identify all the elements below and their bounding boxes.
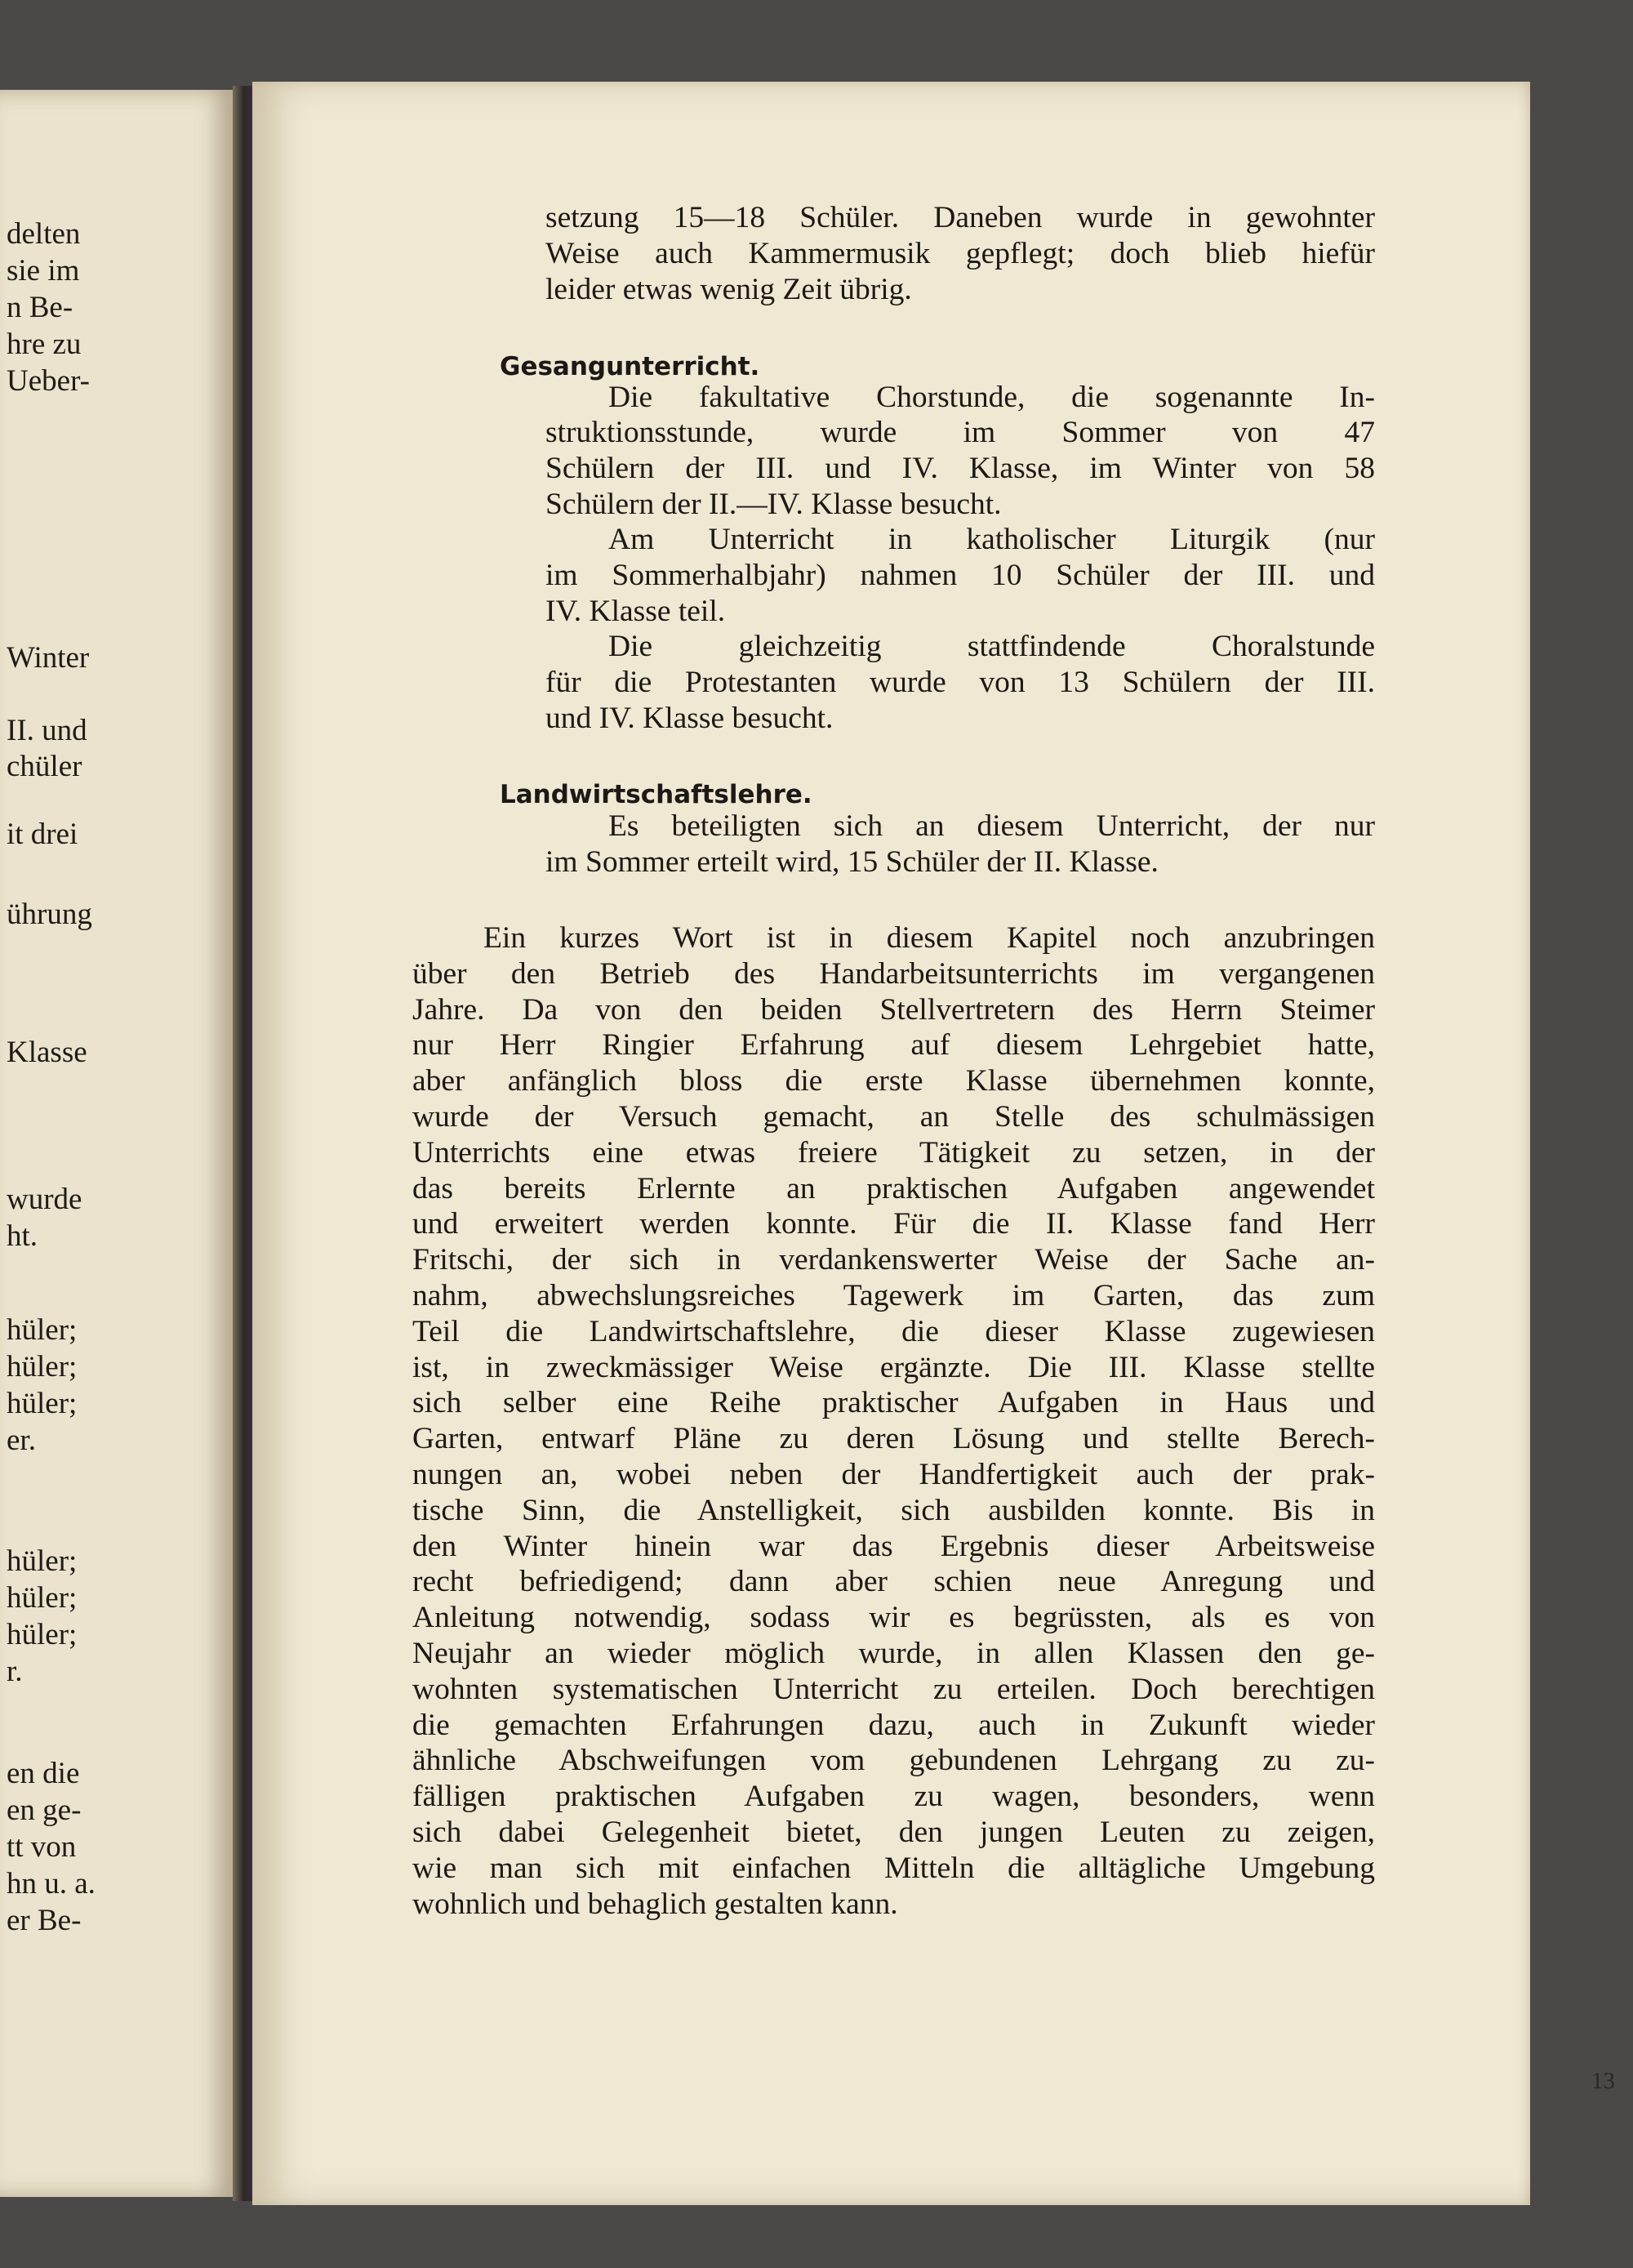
text-line: fälligen praktischen Aufgaben zu wagen, besonders, wenn xyxy=(412,1780,1375,1814)
left-page-line: ührung xyxy=(7,898,92,931)
text-line: Ein kurzes Wort ist in diesem Kapitel noch anzubringen xyxy=(483,921,1375,955)
left-page-line: hüler; xyxy=(7,1544,78,1578)
left-page-line: hüler; xyxy=(7,1350,78,1384)
text-line: Neujahr an wieder möglich wurde, in allen Klassen den ge- xyxy=(412,1637,1375,1670)
left-page-line: Klasse xyxy=(7,1036,87,1069)
text-line: Anleitung notwendig, sodass wir es begrüssten, als es von xyxy=(412,1601,1375,1635)
left-page-line: Ueber- xyxy=(7,364,90,398)
left-page-line: er. xyxy=(7,1424,36,1457)
text-line: aber anfänglich bloss die erste Klasse übernehmen konnte, xyxy=(412,1064,1375,1098)
left-page-line: hüler; xyxy=(7,1581,78,1615)
left-page-line: II. und xyxy=(7,714,87,747)
text-line: Schülern der II.—IV. Klasse besucht. xyxy=(545,488,1002,521)
text-line: struktionsstunde, wurde im Sommer von 47 xyxy=(545,416,1375,449)
text-line: wurde der Versuch gemacht, an Stelle des schulmässigen xyxy=(412,1100,1375,1134)
left-page-line: r. xyxy=(7,1655,23,1688)
text-line: sich dabei Gelegenheit bietet, den jungen Leuten zu zeigen, xyxy=(412,1816,1375,1849)
text-line: setzung 15—18 Schüler. Daneben wurde in gewohnter xyxy=(545,201,1375,234)
text-line: und erweitert werden konnte. Für die II. Klasse fand Herr xyxy=(412,1207,1375,1241)
left-page-line: hüler; xyxy=(7,1387,78,1420)
text-line: das bereits Erlernte an praktischen Aufgaben angewendet xyxy=(412,1171,1375,1205)
text-line: den Winter hinein war das Ergebnis dieser Arbeitsweise xyxy=(412,1529,1375,1563)
text-line: nungen an, wobei neben der Handfertigkeit auch der prak- xyxy=(412,1458,1375,1491)
left-page-line: sie im xyxy=(7,254,80,287)
text-line: sich selber eine Reihe praktischer Aufgaben in Haus und xyxy=(412,1386,1375,1420)
left-page xyxy=(0,90,233,2197)
left-page-line: chüler xyxy=(7,750,82,783)
left-page-line: n Be- xyxy=(7,291,73,324)
text-line: Jahre. Da von den beiden Stellvertretern des Herrn Steimer xyxy=(412,992,1375,1027)
text-line: nahm, abwechslungsreiches Tagewerk im Garten, das zum xyxy=(412,1279,1375,1312)
text-line: nur Herr Ringier Erfahrung auf diesem Lehrgebiet hatte, xyxy=(412,1028,1375,1063)
right-page xyxy=(252,82,1615,2205)
text-line: und IV. Klasse besucht. xyxy=(545,702,834,735)
text-line: wohnlich und behaglich gestalten kann. xyxy=(412,1887,898,1921)
text-line: Weise auch Kammermusik gepflegt; doch blieb hiefür xyxy=(545,237,1375,270)
text-line: ähnliche Abschweifungen vom gebundenen Lehrgang zu zu- xyxy=(412,1744,1375,1778)
text-line: Teil die Landwirtschaftslehre, die dieser Klasse zugewiesen xyxy=(412,1314,1375,1348)
text-line: Schülern der III. und IV. Klasse, im Winter von 58 xyxy=(545,452,1375,485)
text-line: im Sommerhalbjahr) nahmen 10 Schüler der III. und xyxy=(545,559,1375,592)
left-page-line: hre zu xyxy=(7,328,82,361)
left-page-line: hüler; xyxy=(7,1618,78,1651)
text-line: für die Protestanten wurde von 13 Schülern der III. xyxy=(545,666,1375,699)
book-spine xyxy=(233,86,252,2201)
text-line: im Sommer erteilt wird, 15 Schüler der II. Klasse. xyxy=(545,845,1159,879)
text-line: leider etwas wenig Zeit übrig. xyxy=(545,273,912,306)
text-line: wohnten systematischen Unterricht zu erteilen. Doch berechtigen xyxy=(412,1672,1375,1706)
text-line: IV. Klasse teil. xyxy=(545,595,726,628)
text-line: recht befriedigend; dann aber schien neue Anregung und xyxy=(412,1565,1375,1599)
text-line: wie man sich mit einfachen Mitteln die alltägliche Umgebung xyxy=(412,1851,1375,1885)
text-line: Unterrichts eine etwas freiere Tätigkeit zu setzen, in der xyxy=(412,1135,1375,1170)
section-heading: Gesangunterricht. xyxy=(500,352,760,381)
section-heading: Landwirtschaftslehre. xyxy=(500,780,812,809)
left-page-line: Winter xyxy=(7,641,90,675)
text-line: Fritschi, der sich in verdankenswerter Weise der Sache an- xyxy=(412,1243,1375,1277)
text-line: die gemachten Erfahrungen dazu, auch in Zukunft wieder xyxy=(412,1708,1375,1742)
left-page-line: wurde xyxy=(7,1183,82,1216)
text-line: tische Sinn, die Anstelligkeit, sich ausbilden konnte. Bis in xyxy=(412,1493,1375,1527)
text-line: Garten, entwarf Pläne zu deren Lösung und stellte Berech- xyxy=(412,1422,1375,1456)
left-page-line: en ge- xyxy=(7,1793,82,1827)
left-page-line: delten xyxy=(7,217,81,251)
text-line: Die gleichzeitig stattfindende Choralstunde xyxy=(608,630,1375,663)
page-number: 13 xyxy=(1591,2068,1615,2094)
left-page-line: hn u. a. xyxy=(7,1867,96,1900)
left-page-line: en die xyxy=(7,1757,80,1790)
text-line: Es beteiligten sich an diesem Unterricht, der nur xyxy=(608,809,1375,843)
left-page-line: ht. xyxy=(7,1219,38,1253)
text-line: ist, in zweckmässiger Weise ergänzte. Die III. Klasse stellte xyxy=(412,1350,1375,1384)
left-page-text xyxy=(0,90,233,2197)
left-page-line: tt von xyxy=(7,1830,77,1864)
left-page-line: er Be- xyxy=(7,1904,82,1937)
left-page-line: hüler; xyxy=(7,1313,78,1347)
text-line: Die fakultative Chorstunde, die sogenannte In- xyxy=(608,381,1375,414)
text-line: Am Unterricht in katholischer Liturgik (nur xyxy=(608,523,1375,556)
left-page-line: it drei xyxy=(7,818,78,851)
text-line: über den Betrieb des Handarbeitsunterrichts im vergangenen xyxy=(412,956,1375,991)
